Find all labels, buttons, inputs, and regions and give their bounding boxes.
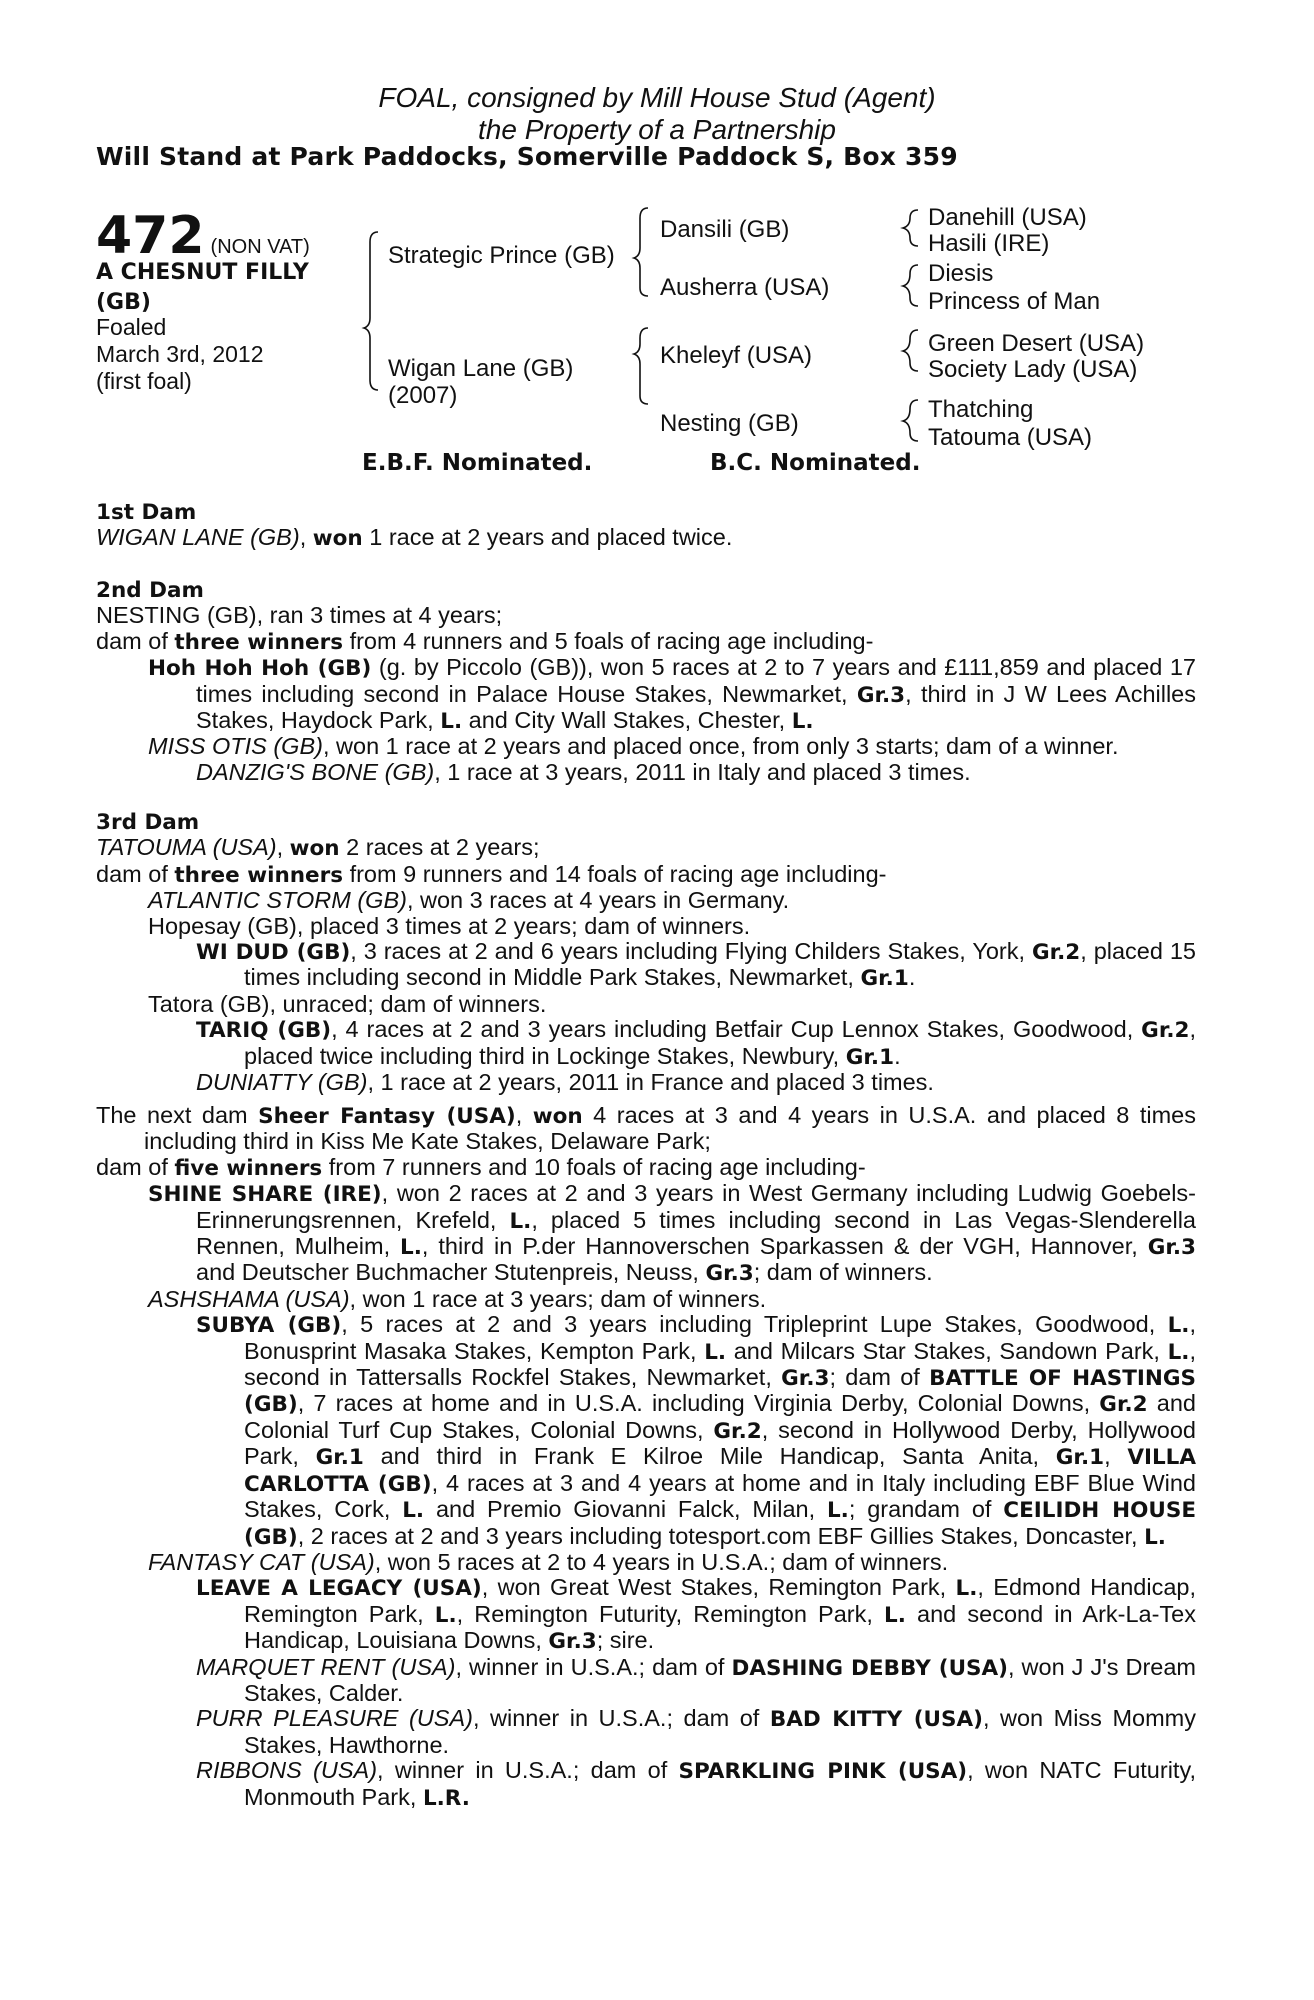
lot-description-line2: (GB) [96, 290, 151, 315]
produce-entry: Hoh Hoh Hoh (GB) (g. by Piccolo (GB)), won 5 races at 2 to 7 years and £111,859 and placed 17 times including second in Palace House Stakes, Newmarket, Gr.3, third in J W Lees Achilles Stakes, Haydock Park, L. and City Wall Stakes, Chester, L. [148, 654, 1196, 735]
dam-sire: Kheleyf (USA) [660, 342, 813, 369]
foal-note: (first foal) [96, 368, 192, 394]
next-dam-produce-summary: dam of five winners from 7 runners and 10 foals of racing age including- [96, 1153, 866, 1181]
second-dam-record: NESTING (GB), ran 3 times at 4 years; [96, 602, 503, 629]
third-dam-produce-summary: dam of three winners from 9 runners and 14 foals of racing age including- [96, 860, 887, 888]
foaled-label: Foaled [96, 314, 167, 340]
produce-entry: FANTASY CAT (USA), won 5 races at 2 to 4 years in U.S.A.; dam of winners. [148, 1548, 949, 1575]
next-dam-section [96, 1103, 1196, 1811]
produce-entry: MARQUET RENT (USA), winner in U.S.A.; dam of DASHING DEBBY (USA), won J J's Dream Stakes, Calder. [196, 1653, 1196, 1706]
second-dam-section [96, 578, 1196, 785]
dam-sire-sire: Green Desert (USA) [928, 330, 1145, 357]
produce-entry: WI DUD (GB), 3 races at 2 and 6 years including Flying Childers Stakes, York, Gr.2, placed 15 times including second in Middle Park Stakes, Newmarket, Gr.1. [196, 938, 1196, 992]
sire-sire: Dansili (GB) [660, 216, 790, 243]
sire-sire-sire: Danehill (USA) [928, 204, 1087, 231]
produce-entry: SHINE SHARE (IRE), won 2 races at 2 and 3 years in West Germany including Ludwig Goebels-Erinnerungsrennen, Krefeld, L., placed 5 times including second in Las Vegas-Slenderella Rennen, Mulheim, L., third in P.der Hannoverschen Sparkassen & der VGH, Hannover, Gr.3 and Deutscher Buchmacher Stutenpreis, Neuss, Gr.3; dam of winners. [148, 1180, 1197, 1287]
sire-name: Strategic Prince (GB) [388, 242, 615, 269]
produce-entry: ASHSHAMA (USA), won 1 race at 3 years; dam of winners. [148, 1285, 767, 1312]
pedigree-brackets [0, 0, 1314, 480]
produce-entry: LEAVE A LEGACY (USA), won Great West Stakes, Remington Park, L., Edmond Handicap, Remington Park, L., Remington Futurity, Remington Park, L. and second in Ark-La-Tex Handicap, Louisiana Downs, Gr.3; sire. [196, 1574, 1196, 1655]
produce-entry: DUNIATTY (GB), 1 race at 2 years, 2011 in France and placed 3 times. [196, 1069, 934, 1096]
produce-entry: SUBYA (GB), 5 races at 2 and 3 years including Tripleprint Lupe Stakes, Goodwood, L., Bonusprint Masaka Stakes, Kempton Park, L. and Milcars Star Stakes, Sandown Park, L., second in Tattersalls Rockfel Stakes, Newmarket, Gr.3; dam of BATTLE OF HASTINGS (GB), 7 races at home and in U.S.A. including Virginia Derby, Colonial Downs, Gr.2 and Colonial Turf Cup Stakes, Colonial Downs, Gr.2, second in Hollywood Derby, Hollywood Park, Gr.1 and third in Frank E Kilroe Mile Handicap, Santa Anita, Gr.1, VILLA CARLOTTA (GB), 4 races at 3 and 4 years at home and in Italy including EBF Blue Wind Stakes, Cork, L. and Premio Giovanni Falck, Milan, L.; grandam of CEILIDH HOUSE (GB), 2 races at 2 and 3 years including totesport.com EBF Gillies Stakes, Doncaster, L. [196, 1311, 1197, 1550]
dam-dam-sire: Thatching [928, 396, 1034, 423]
sire-dam-sire: Diesis [928, 260, 994, 287]
produce-entry: Tatora (GB), unraced; dam of winners. [148, 990, 547, 1017]
first-dam-section [96, 500, 1196, 552]
dam-dam-dam: Tatouma (USA) [928, 424, 1093, 451]
produce-entry: ATLANTIC STORM (GB), won 3 races at 4 years in Germany. [148, 887, 790, 914]
dam-dam: Nesting (GB) [660, 410, 799, 437]
consignor-line: FOAL, consigned by Mill House Stud (Agent) [378, 82, 936, 113]
second-dam-heading: 2nd Dam [96, 578, 204, 603]
dam-foaling-year: (2007) [388, 382, 458, 409]
sire-sire-dam: Hasili (IRE) [928, 230, 1050, 257]
produce-entry: MISS OTIS (GB), won 1 race at 2 years and placed once, from only 3 starts; dam of a winner. [148, 733, 1119, 760]
produce-entry: Hopesay (GB), placed 3 times at 2 years; dam of winners. [148, 912, 751, 939]
lot-description-line1: A CHESNUT FILLY [96, 260, 309, 285]
next-dam-record: The next dam Sheer Fantasy (USA), won 4 races at 3 and 4 years in U.S.A. and placed 8 times including third in Kiss Me Kate Stakes, Delaware Park; [96, 1102, 1196, 1155]
stand-location: Will Stand at Park Paddocks, Somerville Paddock S, Box 359 [96, 142, 958, 171]
sire-dam-dam: Princess of Man [928, 288, 1101, 315]
produce-entry: PURR PLEASURE (USA), winner in U.S.A.; dam of BAD KITTY (USA), won Miss Mommy Stakes, Hawthorne. [196, 1705, 1196, 1758]
lot-number: 472 [96, 206, 205, 266]
third-dam-section [96, 810, 1196, 1095]
first-dam-heading: 1st Dam [96, 500, 197, 525]
dam-sire-dam: Society Lady (USA) [928, 356, 1138, 383]
produce-entry: RIBBONS (USA), winner in U.S.A.; dam of SPARKLING PINK (USA), won NATC Futurity, Monmouth Park, L.R. [196, 1757, 1196, 1811]
property-line: the Property of a Partnership [478, 114, 836, 145]
dam-name: Wigan Lane (GB) [388, 355, 574, 382]
second-dam-produce-summary: dam of three winners from 4 runners and 5 foals of racing age including- [96, 627, 874, 655]
first-dam-record: WIGAN LANE (GB), won 1 race at 2 years and placed twice. [96, 524, 733, 552]
ebf-nomination: E.B.F. Nominated. [362, 450, 593, 476]
third-dam-record: TATOUMA (USA), won 2 races at 2 years; [96, 834, 540, 862]
produce-entry: TARIQ (GB), 4 races at 2 and 3 years including Betfair Cup Lennox Stakes, Goodwood, Gr.2, placed twice including third in Lockinge Stakes, Newbury, Gr.1. [196, 1016, 1197, 1070]
bc-nomination: B.C. Nominated. [710, 450, 921, 476]
sire-dam: Ausherra (USA) [660, 274, 830, 301]
produce-entry: DANZIG'S BONE (GB), 1 race at 3 years, 2011 in Italy and placed 3 times. [196, 758, 971, 785]
vat-status: (NON VAT) [210, 236, 310, 258]
third-dam-heading: 3rd Dam [96, 810, 200, 835]
foaled-date: March 3rd, 2012 [96, 341, 264, 367]
